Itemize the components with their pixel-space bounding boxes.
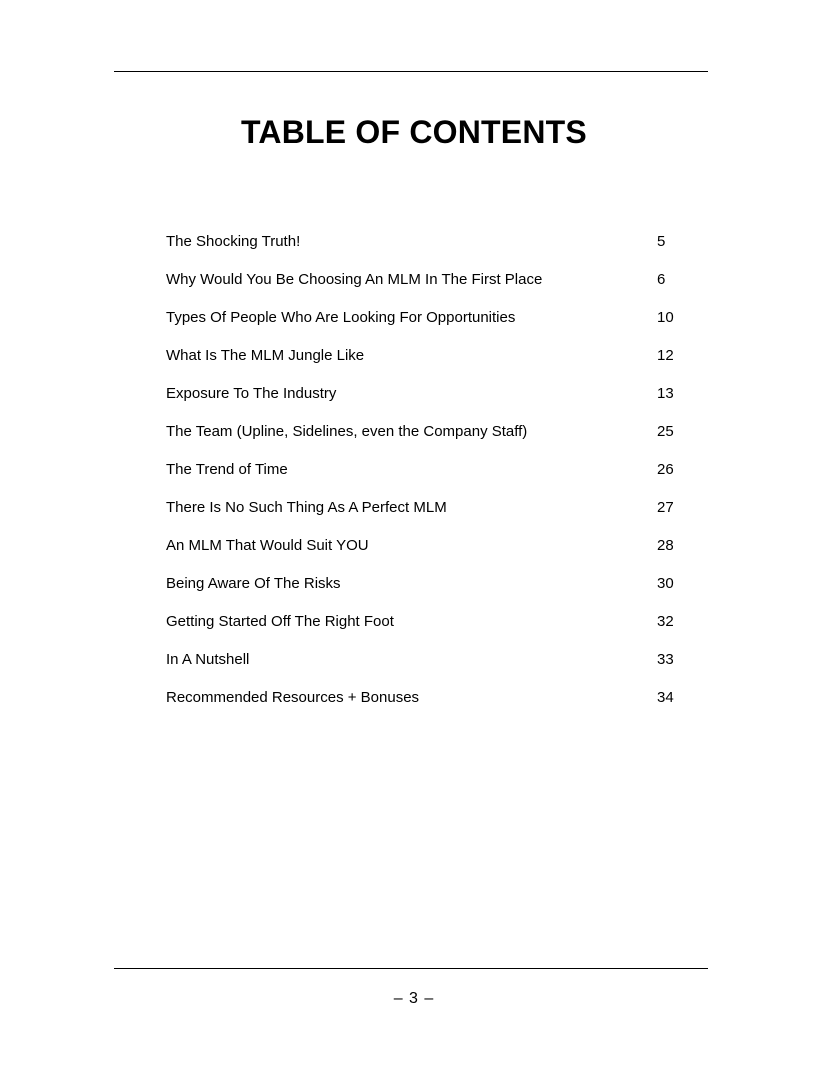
toc-entry-label: The Trend of Time xyxy=(166,461,288,478)
toc-entry-label: In A Nutshell xyxy=(166,651,250,668)
toc-entry-label: Exposure To The Industry xyxy=(166,385,337,402)
toc-entry-page: 30 xyxy=(657,575,674,592)
toc-entry[interactable] xyxy=(166,536,696,574)
header-rule xyxy=(114,71,708,72)
toc-entry-label: Types Of People Who Are Looking For Opportunities xyxy=(166,309,516,326)
toc-entry[interactable] xyxy=(166,612,696,650)
page-number: – 3 – xyxy=(393,990,435,1007)
toc-entry-label: Why Would You Be Choosing An MLM In The First Place xyxy=(166,271,543,288)
toc-entry[interactable] xyxy=(166,460,696,498)
toc-entry[interactable] xyxy=(166,346,696,384)
toc-entry-page: 34 xyxy=(657,689,674,706)
toc-entry-page: 13 xyxy=(657,385,674,402)
toc-entry-label: The Shocking Truth! xyxy=(166,233,301,250)
toc-entry[interactable] xyxy=(166,574,696,612)
toc-entry-label: What Is The MLM Jungle Like xyxy=(166,347,365,364)
toc-entry-page: 12 xyxy=(657,347,674,364)
toc-entry[interactable] xyxy=(166,384,696,422)
toc-entry-page: 27 xyxy=(657,499,674,516)
toc-entry-page: 10 xyxy=(657,309,674,326)
toc-entry-label: Recommended Resources + Bonuses xyxy=(166,689,420,706)
toc-entry-label: An MLM That Would Suit YOU xyxy=(166,537,369,554)
toc-entry-label: Getting Started Off The Right Foot xyxy=(166,613,394,630)
footer-rule xyxy=(114,968,708,969)
toc-entry[interactable] xyxy=(166,232,696,270)
toc-list xyxy=(166,232,696,726)
toc-entry-page: 5 xyxy=(657,233,666,250)
page-title: TABLE OF CONTENTS xyxy=(241,114,587,150)
toc-entry[interactable] xyxy=(166,688,696,726)
toc-entry[interactable] xyxy=(166,270,696,308)
toc-entry-label: Being Aware Of The Risks xyxy=(166,575,341,592)
toc-entry-label: The Team (Upline, Sidelines, even the Company Staff) xyxy=(166,423,528,440)
toc-entry[interactable] xyxy=(166,308,696,346)
toc-entry-page: 32 xyxy=(657,613,674,630)
toc-entry-page: 6 xyxy=(657,271,666,288)
toc-entry-page: 26 xyxy=(657,461,674,478)
toc-entry[interactable] xyxy=(166,498,696,536)
toc-entry-page: 28 xyxy=(657,537,674,554)
toc-entry-label: There Is No Such Thing As A Perfect MLM xyxy=(166,499,447,516)
toc-entry[interactable] xyxy=(166,650,696,688)
toc-entry-page: 33 xyxy=(657,651,674,668)
toc-entry-page: 25 xyxy=(657,423,674,440)
toc-entry[interactable] xyxy=(166,422,696,460)
